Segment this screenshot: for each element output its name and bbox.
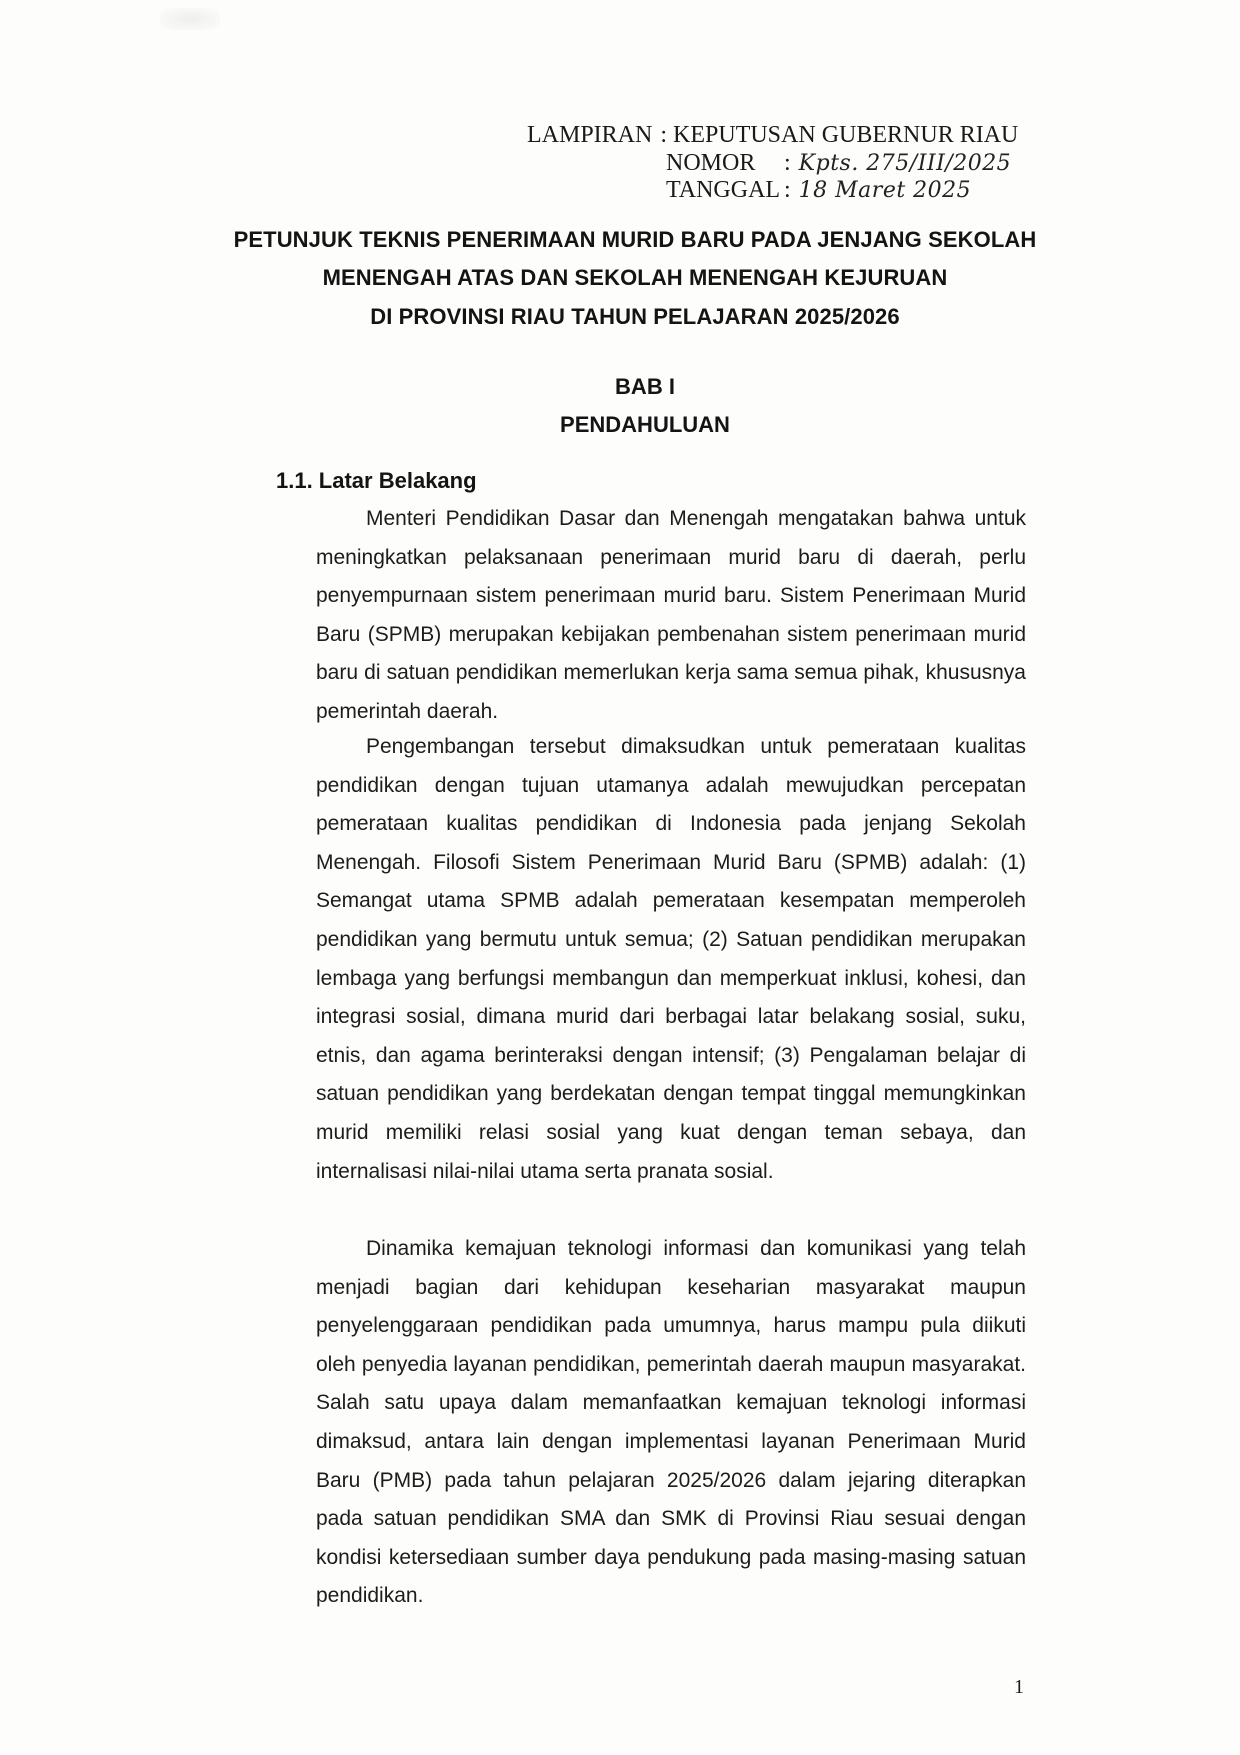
document-title-line-1: PETUNJUK TEKNIS PENERIMAAN MURID BARU PADA JENJANG SEKOLAH (233, 227, 1037, 252)
header-tanggal (666, 177, 971, 204)
colon: : (784, 177, 791, 203)
chapter-title: PENDAHULUAN (560, 412, 730, 437)
paragraph-3: Dinamika kemajuan teknologi informasi dan komunikasi yang telah menjadi bagian dari kehidupan keseharian masyarakat maupun penyelenggaraan pendidikan pada umumnya, harus mampu pula diikuti oleh penyedia layanan pendidikan, pemerintah daerah maupun masyarakat. Salah satu upaya dalam memanfaatkan kemajuan teknologi informasi dimaksud, antara lain dengan implementasi layanan Penerimaan Murid Baru (PMB) pada tahun pelajaran 2025/2026 dalam jejaring diterapkan pada satuan pendidikan SMA dan SMK di Provinsi Riau sesuai dengan kondisi ketersediaan sumber daya pendukung pada masing-masing satuan pendidikan. (316, 1237, 1026, 1608)
colon: : (660, 122, 668, 148)
lampiran-value: KEPUTUSAN GUBERNUR RIAU (673, 122, 1019, 148)
document-title-line-2: MENENGAH ATAS DAN SEKOLAH MENENGAH KEJURUAN (322, 265, 948, 290)
header-nomor (666, 150, 1011, 177)
header-lampiran (527, 122, 1018, 149)
section-heading: 1.1. Latar Belakang (276, 468, 477, 493)
document-title-line-3: DI PROVINSI RIAU TAHUN PELAJARAN 2025/2026 (370, 304, 900, 329)
scan-artifact (160, 8, 220, 30)
page-number: 1 (1014, 1676, 1024, 1698)
chapter-number: BAB I (615, 374, 675, 399)
nomor-label: NOMOR (666, 150, 756, 176)
colon: : (784, 150, 791, 176)
lampiran-label: LAMPIRAN (527, 122, 653, 148)
paragraph-2: Pengembangan tersebut dimaksudkan untuk pemerataan kualitas pendidikan dengan tujuan utamanya adalah mewujudkan percepatan pemerataan kualitas pendidikan di Indonesia pada jenjang Sekolah Menengah. Filosofi Sistem Penerimaan Murid Baru (SPMB) adalah: (1) Semangat utama SPMB adalah pemerataan kesempatan memperoleh pendidikan yang bermutu untuk semua; (2) Satuan pendidikan merupakan lembaga yang berfungsi membangun dan memperkuat inklusi, kohesi, dan integrasi sosial, dimana murid dari berbagai latar belakang sosial, suku, etnis, dan agama berinteraksi dengan intensif; (3) Pengalaman belajar di satuan pendidikan yang berdekatan dengan tempat tinggal memungkinkan murid memiliki relasi sosial yang kuat dengan teman sebaya, dan internalisasi nilai-nilai utama serta pranata sosial. (316, 735, 1026, 1183)
nomor-handwritten-value: Kpts. 275/III/2025 (798, 151, 1012, 176)
tanggal-label: TANGGAL (666, 177, 781, 203)
tanggal-handwritten-value: 18 Maret 2025 (798, 178, 972, 203)
paragraph-1: Menteri Pendidikan Dasar dan Menengah mengatakan bahwa untuk meningkatkan pelaksanaan penerimaan murid baru di daerah, perlu penyempurnaan sistem penerimaan murid baru. Sistem Penerimaan Murid Baru (SPMB) merupakan kebijakan pembenahan sistem penerimaan murid baru di satuan pendidikan memerlukan kerja sama semua pihak, khususnya pemerintah daerah. (316, 507, 1026, 723)
